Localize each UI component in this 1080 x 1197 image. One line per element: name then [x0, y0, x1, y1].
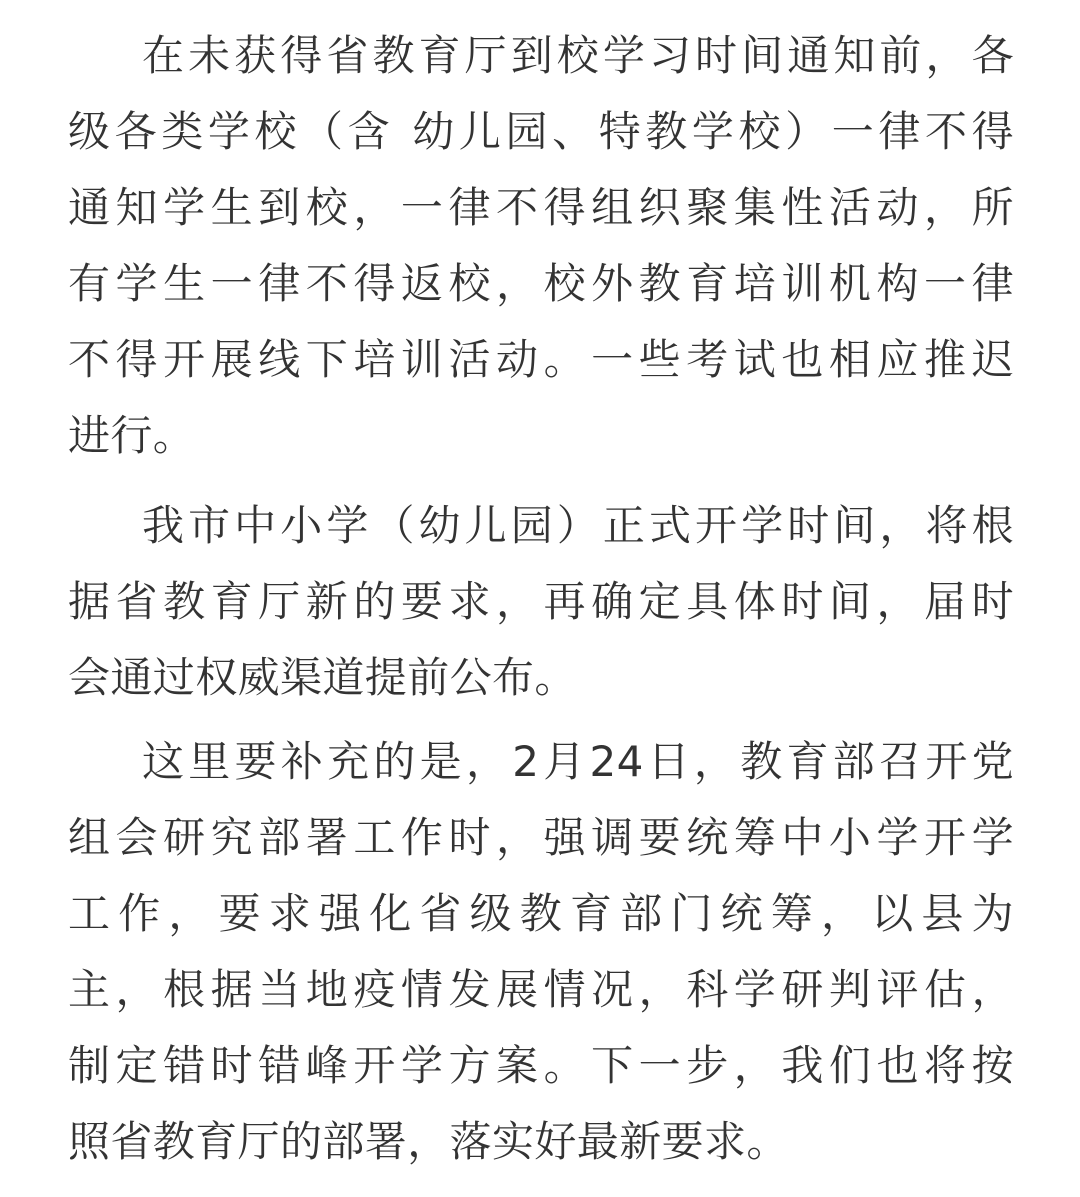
paragraph-line: 在未获得省教育厅到校学习时间通知前，各	[142, 31, 1014, 80]
paragraph-ministry-meeting	[68, 724, 1014, 1180]
paragraph-line: 不得开展线下培训活动。一些考试也相应推迟	[68, 335, 1014, 384]
paragraph-line: 制定错时错峰开学方案。下一步，我们也将按	[68, 1041, 1014, 1090]
paragraph-line: 会通过权威渠道提前公布。	[68, 653, 577, 702]
paragraph-line: 组会研究部署工作时，强调要统筹中小学开学	[68, 813, 1014, 862]
paragraph-line: 进行。	[68, 411, 196, 460]
paragraph-line: 我市中小学（幼儿园）正式开学时间，将根	[142, 501, 1014, 550]
paragraph-line: 级各类学校（含 幼儿园、特教学校）一律不得	[68, 107, 1014, 156]
paragraph-line: 有学生一律不得返校，校外教育培训机构一律	[68, 259, 1014, 308]
paragraph-line: 通知学生到校，一律不得组织聚集性活动，所	[68, 183, 1014, 232]
paragraph-school-notice	[68, 18, 1014, 474]
paragraph-line: 照省教育厅的部署，落实好最新要求。	[68, 1117, 789, 1166]
paragraph-line: 这里要补充的是，2月24日，教育部召开党	[142, 737, 1014, 786]
paragraph-line: 工作，要求强化省级教育部门统筹，以县为	[68, 889, 1014, 938]
paragraph-line: 据省教育厅新的要求，再确定具体时间，届时	[68, 577, 1014, 626]
paragraph-line: 主，根据当地疫情发展情况，科学研判评估，	[68, 965, 1014, 1014]
paragraph-opening-time	[68, 488, 1014, 716]
